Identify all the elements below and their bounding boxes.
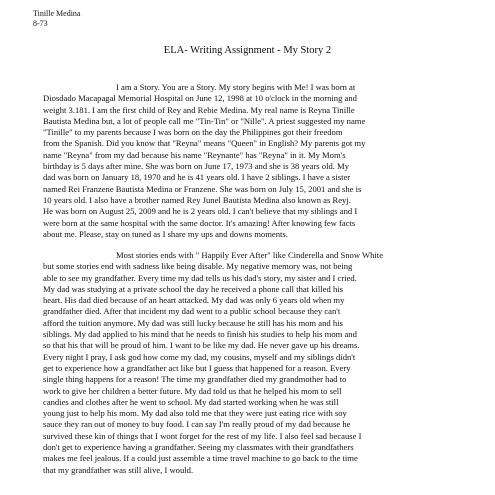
paragraph-line: but some stories end with sadness like being disable. My negative memory was, not being: [43, 261, 353, 272]
class-section: 8-73: [33, 19, 48, 28]
paragraph-2: [43, 250, 473, 476]
paragraph-line: heart. His dad died because of an heart attacked. My dad was only 6 years old when my: [43, 295, 345, 306]
paragraph-line: young just to help his mom. My dad also told me that they were just eating rice with soy: [43, 408, 347, 419]
paragraph-1: [43, 82, 473, 240]
paragraph-line: Diosdado Macapagal Memorial Hospital on June 12, 1998 at 10 o'clock in the morning and: [43, 93, 357, 104]
paragraph-line: from the Spanish. Did you know that "Reyna" means "Queen" in English? My parents got my: [43, 138, 366, 149]
paragraph-line: so that his that will be proud of him. I want to be like my dad. He never gave up his dreams.: [43, 340, 360, 351]
paragraph-line: able to see my grandfather. Every time my dad tells us his dad's story, my sister and I cried.: [43, 272, 357, 283]
paragraph-line: survived these kin of things that I wont forget for the rest of my life. I also feel sad because I: [43, 430, 362, 441]
paragraph-line: birthday is 5 days after mine. She was born on June 17, 1973 and she is 38 years old. My: [43, 161, 349, 172]
paragraph-line: single thing happens for a reason! The time my grandfather died my grandmother had to: [43, 374, 347, 385]
paragraph-line: He was born on August 25, 2009 and he is 2 years old. I can't believe that my siblings and I: [43, 206, 358, 217]
paragraph-line: 10 years old. I also have a brother named Rey Junel Bautista Medina also known as Reyj.: [43, 194, 351, 205]
paragraph-line: named Rei Franzene Bautista Medina or Franzene. She was born on July 15, 2001 and she is: [43, 183, 362, 194]
paragraph-line: that my grandfather was still alive, I would.: [43, 464, 194, 475]
student-name: Tinille Medina: [33, 9, 81, 18]
paragraph-line: My dad was studying at a private school the day he received a phone call that killed his: [43, 283, 343, 294]
paragraph-line: weight 3.181. I am the first child of Rey and Rebie Medina. My real name is Reyna Tinille: [43, 104, 355, 115]
paragraph-line: Most stories ends with " Happily Ever After" like Cinderella and Snow White: [116, 250, 384, 260]
paragraph-line: get to experience how a grandfather act like but I guess that happened for a reason. Every: [43, 362, 351, 373]
assignment-title: ELA- Writing Assignment - My Story 2: [163, 45, 332, 56]
paragraph-line: about me. Please, stay on tuned as I share my ups and downs moments.: [43, 228, 288, 239]
paragraph-line: were born at the same hospital with the same doctor. It's amazing! After knowing few facts: [43, 217, 356, 228]
paragraph-line: "Tinille" to my parents because I was born on the day the Philippines got their freedom: [43, 127, 343, 138]
paragraph-line: work to give her children a better future. My dad told us that he helped his mom to sell: [43, 385, 342, 396]
paragraph-line: Bautista Medina but, a lot of people call me "Tin-Tin" or "Nille". A priest suggested my name: [43, 115, 366, 126]
paragraph-line: sauce they ran out of money to buy food. I can say I'm really proud of my dad because he: [43, 419, 351, 430]
paragraph-line: don't get to experience having a grandfather. Seeing my classmates with their grandfathers: [43, 442, 354, 453]
paragraph-line: dad was born on January 18, 1970 and he is 41 years old. I have 2 siblings. I have a sister: [43, 172, 351, 183]
paragraph-line: grandfather died. After that incident my dad went to a public school because they can't: [43, 306, 341, 317]
paragraph-line: name "Reyna" from my dad because his name "Reynante" has "Reyna" in it. My Mom's: [43, 149, 346, 160]
paragraph-line: candies and clothes after he went to school. My dad started working when he was still: [43, 396, 339, 407]
student-header: [33, 9, 80, 29]
paragraph-line: makes me feel jealous. If a could just assemble a time travel machine to go back to the time: [43, 453, 358, 464]
paragraph-line: afford the tuition anymore. My dad was still lucky because he still has his mom and his: [43, 317, 343, 328]
paragraph-line: I am a Story. You are a Story. My story begins with Me! I was born at: [116, 82, 356, 92]
paragraph-line: siblings. My dad applied to his mind that he needs to finish his studies to help his mom and: [43, 329, 357, 340]
paragraph-line: Every night I pray, I ask god how come my dad, my cousins, myself and my siblings didn't: [43, 351, 356, 362]
